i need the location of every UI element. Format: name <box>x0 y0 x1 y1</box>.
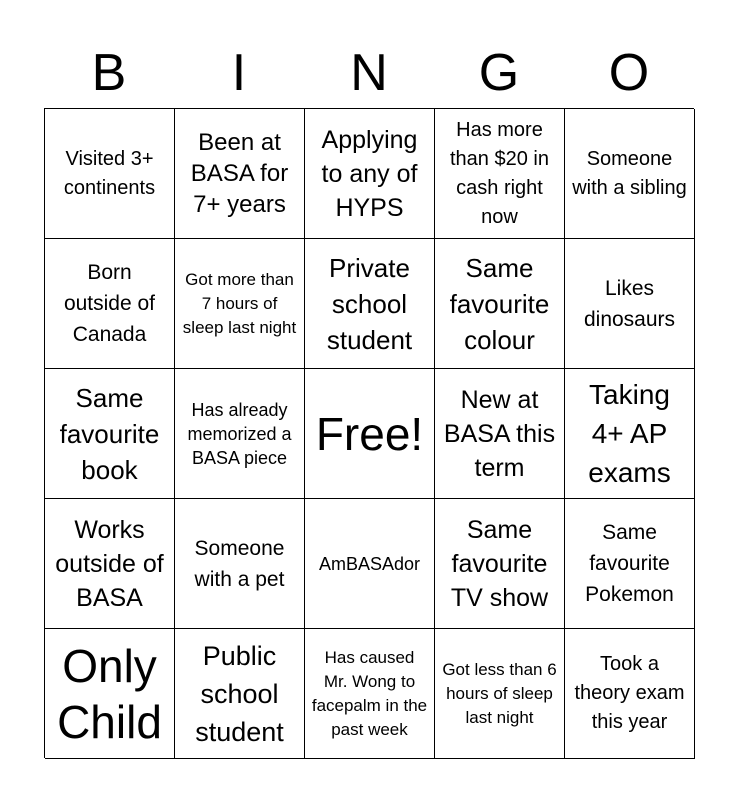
header-letter-i: I <box>231 44 247 102</box>
bingo-cell-r1c5[interactable] <box>565 109 695 239</box>
header-letter-g: G <box>478 44 520 102</box>
bingo-cell-r1c4[interactable] <box>435 109 565 239</box>
cell-text: Has already memorized a BASA piece <box>187 399 292 468</box>
cell-text: Got more than 7 hours of sleep last night <box>182 269 297 337</box>
bingo-cell-r5c3[interactable] <box>305 629 435 759</box>
bingo-cell-r2c2[interactable] <box>175 239 305 369</box>
bingo-header <box>44 40 694 106</box>
header-letter-b: B <box>91 44 127 102</box>
bingo-cell-r2c4[interactable] <box>435 239 565 369</box>
bingo-cell-r3c1[interactable] <box>45 369 175 499</box>
bingo-cell-r5c1[interactable] <box>45 629 175 759</box>
bingo-cell-r1c3[interactable] <box>305 109 435 239</box>
bingo-cell-r5c5[interactable] <box>565 629 695 759</box>
bingo-cell-r3c5[interactable] <box>565 369 695 499</box>
cell-text: Same favourite Pokemon <box>585 521 674 606</box>
bingo-cell-r4c2[interactable] <box>175 499 305 629</box>
bingo-cell-r2c1[interactable] <box>45 239 175 369</box>
cell-text: Has caused Mr. Wong to facepalm in the past week <box>311 647 428 739</box>
cell-text: Free! <box>315 407 424 460</box>
cell-text: Took a theory exam this year <box>574 653 685 733</box>
bingo-cell-r4c1[interactable] <box>45 499 175 629</box>
header-letter-o: O <box>608 44 650 102</box>
cell-text: Same favourite TV show <box>450 515 549 612</box>
cell-text: Has more than $20 in cash right now <box>450 118 549 228</box>
bingo-cell-r4c4[interactable] <box>435 499 565 629</box>
cell-text: Taking 4+ AP exams <box>588 379 671 488</box>
cell-text: Applying to any of HYPS <box>321 125 418 222</box>
cell-text: Same favourite book <box>59 382 160 485</box>
cell-text: Only Child <box>57 639 162 748</box>
cell-text: Likes dinosaurs <box>583 276 676 331</box>
bingo-cell-r3c4[interactable] <box>435 369 565 499</box>
cell-text: Someone with a pet <box>194 536 285 591</box>
bingo-board <box>44 108 694 758</box>
bingo-cell-r5c4[interactable] <box>435 629 565 759</box>
cell-text: Born outside of Canada <box>63 261 156 346</box>
cell-text: Same favourite colour <box>449 252 550 355</box>
bingo-cell-r4c3[interactable] <box>305 499 435 629</box>
bingo-cell-r3c2[interactable] <box>175 369 305 499</box>
cell-text: Public school student <box>195 640 284 747</box>
bingo-cell-r5c2[interactable] <box>175 629 305 759</box>
cell-text: New at BASA this term <box>443 385 556 482</box>
bingo-cell-r1c1[interactable] <box>45 109 175 239</box>
cell-text: AmBASAdor <box>318 553 421 574</box>
header-letter-n: N <box>350 44 388 102</box>
cell-text: Someone with a sibling <box>572 147 687 199</box>
bingo-cell-r2c3[interactable] <box>305 239 435 369</box>
cell-text: Works outside of BASA <box>55 515 164 612</box>
cell-text: Visited 3+ continents <box>63 147 156 199</box>
bingo-cell-r2c5[interactable] <box>565 239 695 369</box>
cell-text: Private school student <box>326 252 413 355</box>
cell-text: Got less than 6 hours of sleep last night <box>442 659 557 727</box>
bingo-cell-r1c2[interactable] <box>175 109 305 239</box>
bingo-cell-r4c5[interactable] <box>565 499 695 629</box>
cell-text: Been at BASA for 7+ years <box>190 129 289 218</box>
bingo-cell-r3c3[interactable] <box>305 369 435 499</box>
